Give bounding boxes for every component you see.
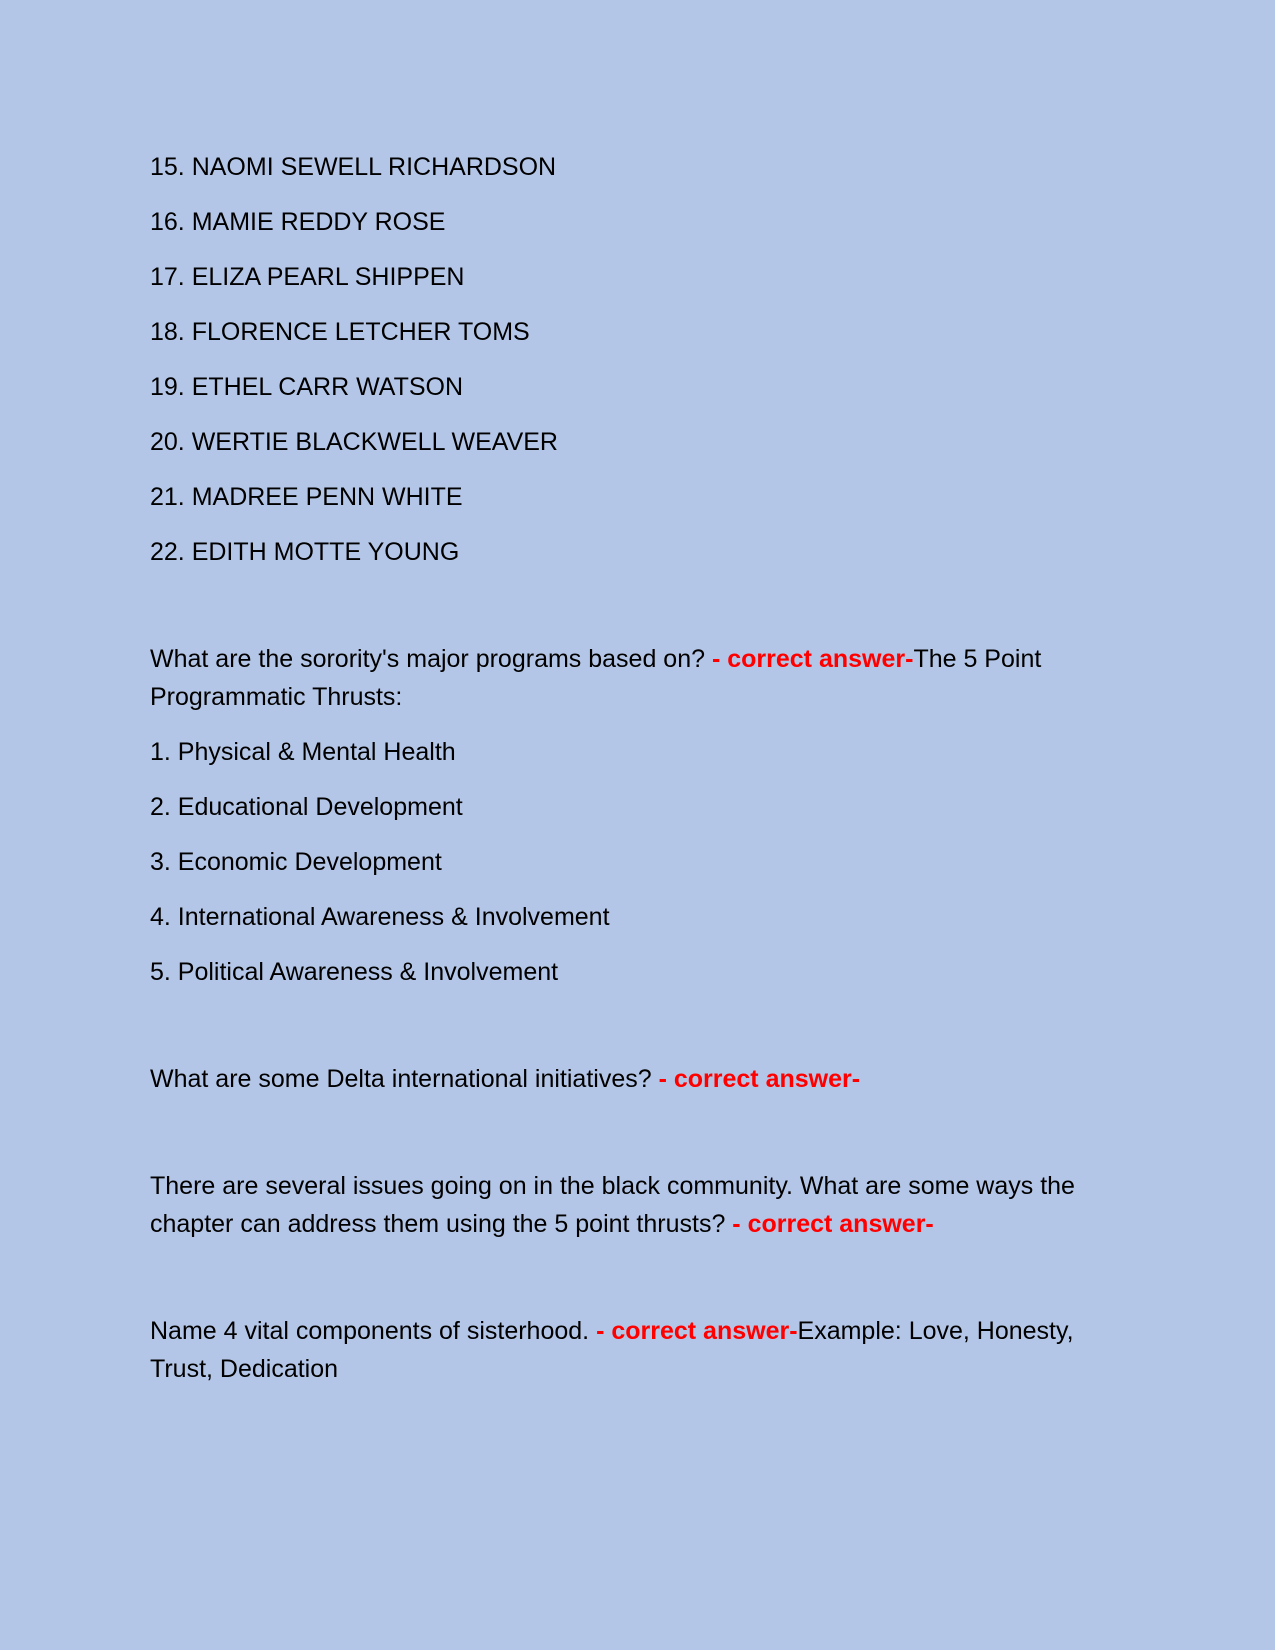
list-item: 21. MADREE PENN WHITE: [150, 483, 463, 511]
question-block-community: [150, 1167, 1140, 1243]
correct-answer-tag: - correct answer-: [711, 645, 914, 673]
list-item: 17. ELIZA PEARL SHIPPEN: [150, 263, 465, 291]
list-item: 2. Educational Development: [150, 793, 463, 821]
correct-answer-tag: - correct answer-: [596, 1317, 798, 1345]
list-item: 22. EDITH MOTTE YOUNG: [150, 538, 460, 566]
question-text: What are the sorority's major programs based on?: [150, 645, 712, 673]
list-item: 18. FLORENCE LETCHER TOMS: [150, 318, 530, 346]
list-item: 4. International Awareness & Involvement: [150, 903, 610, 931]
question-block-sisterhood: [150, 1312, 1140, 1388]
answer-text: Example: Love, Honesty, Trust, Dedication: [150, 1317, 1074, 1383]
list-item: 20. WERTIE BLACKWELL WEAVER: [150, 428, 558, 456]
founders-list: [150, 148, 1140, 571]
list-item: 5. Political Awareness & Involvement: [150, 958, 559, 986]
question-text: What are some Delta international initiatives?: [150, 1065, 659, 1093]
spacer: [150, 1115, 1140, 1167]
question-text: Name 4 vital components of sisterhood.: [150, 1317, 597, 1345]
list-item: 1. Physical & Mental Health: [150, 738, 456, 766]
question-block-programs: [150, 640, 1140, 716]
list-item: 3. Economic Development: [150, 848, 442, 876]
spacer: [150, 588, 1140, 640]
document-body: [150, 148, 1140, 1405]
correct-answer-tag: - correct answer-: [732, 1210, 934, 1238]
list-item: 15. NAOMI SEWELL RICHARDSON: [150, 153, 557, 181]
question-text: There are several issues going on in the black community. What are some ways the chapter can address them using the 5 point thrusts?: [150, 1172, 1075, 1238]
question-block-international: [150, 1060, 1140, 1098]
spacer: [150, 1260, 1140, 1312]
correct-answer-tag: - correct answer-: [658, 1065, 861, 1093]
thrusts-list: [150, 733, 1140, 991]
spacer: [150, 1008, 1140, 1060]
list-item: 19. ETHEL CARR WATSON: [150, 373, 464, 401]
list-item: 16. MAMIE REDDY ROSE: [150, 208, 446, 236]
answer-text: The 5 Point Programmatic Thrusts:: [150, 645, 1042, 711]
